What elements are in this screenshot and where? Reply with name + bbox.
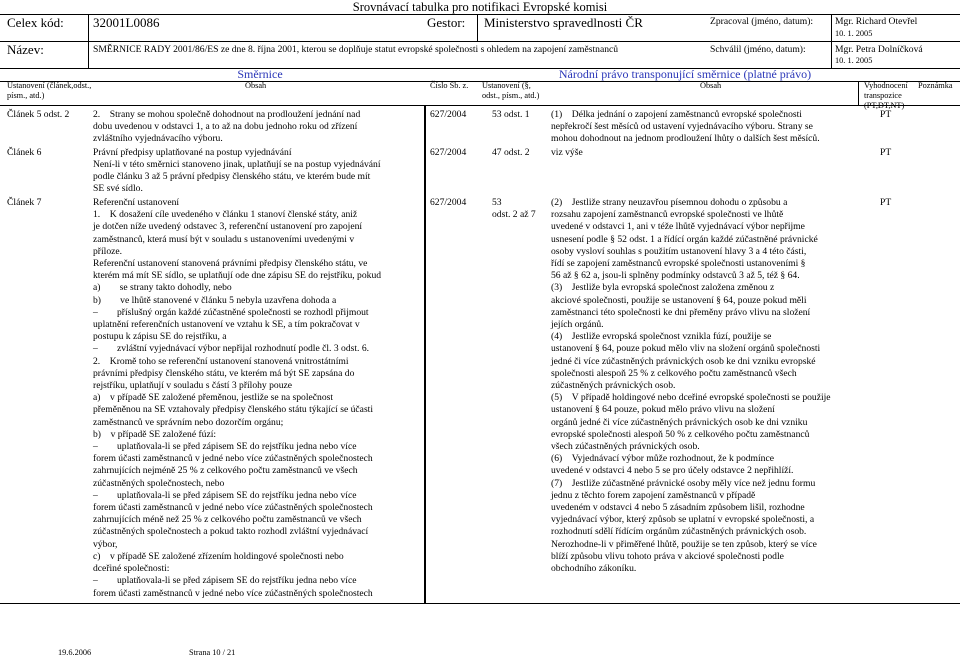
- row2-clanek: Článek 6: [7, 147, 42, 158]
- text-line: – uplatňovala-li se před zápisem SE do rejstříku jedna nebo více: [93, 575, 357, 587]
- row3-cislo: 627/2004: [430, 197, 467, 208]
- text-line: zaměstnanců, která musí být v souladu s ustanoveními uvedenými v: [93, 233, 355, 245]
- text-line: jednu z těchto forem zapojení zaměstnanců v případě: [551, 489, 756, 501]
- text-line: kterém má mít SE sídlo, se uplatňují ode dne zápisu SE do rejstříku, pokud: [93, 270, 382, 282]
- text-line: zahrnujících nejméně 25 % z celkového počtu zaměstnanců ve všech: [93, 465, 358, 477]
- header-mid-line: [0, 41, 960, 42]
- text-line: řídí se zapojení zaměstnanců evropské společnosti ustanoveními §: [551, 258, 806, 270]
- text-line: ustanovení § 64 pouze, pokud mělo právo vlivu na složení: [551, 404, 775, 416]
- text-line: forem účasti zaměstnanců v jedné nebo více zúčastněných společnostech: [93, 587, 373, 599]
- text-line: – uplatňovala-li se před zápisem SE do rejstříku jedna nebo více: [93, 489, 357, 501]
- schvalil-value: Mgr. Petra Dolníčková: [835, 44, 923, 55]
- text-line: postupu k zápisu SE do rejstříku, a: [93, 331, 227, 343]
- text-line: zaměstnanci této společnosti ke dni přeměny právo vlivu na složení: [551, 306, 811, 318]
- text-line: zaměstnanců ve správním nebo dozorčím orgánu;: [93, 416, 284, 428]
- text-line: zúčastněných společnostech a pokud takto rozhodl zvláštní vyjednávací: [93, 526, 369, 538]
- row3-ust: 53 odst. 2 až 7: [492, 197, 536, 220]
- row2-obsah2: viz výše: [551, 147, 583, 158]
- text-line: uplatnění referenčních ustanovení ve vztahu k SE, a tím pokračovat v: [93, 319, 360, 331]
- row2-obsah: Právní předpisy uplatňované na postup vyjednávání Není-li v této směrnici stanoveno jinak, uplatňují se na postup vyjednávání podle článku 3 až 5 právní předpisy členského státu, ve kterém bude mít SE své sídlo.: [93, 147, 381, 194]
- schvalil-date: 10. 1. 2005: [835, 56, 873, 65]
- text-line: – uplatňovala-li se před zápisem SE do rejstříku jedna nebo více: [93, 441, 357, 453]
- text-line: – příslušný orgán každé zúčastněné společnosti se rozhodl přijmout: [93, 306, 369, 318]
- row1-vyhodnoceni: PT: [880, 109, 892, 120]
- text-line: je dotčen níže uvedený odstavec 3, referenční ustanovení pro zapojení: [93, 221, 363, 233]
- header-divider-2: [477, 14, 478, 41]
- footer-date: 19.6.2006: [58, 648, 92, 657]
- text-line: b) v případě SE založené fúzí:: [93, 428, 217, 440]
- text-line: všech zúčastněných právnických osob.: [551, 441, 700, 453]
- text-line: společnosti alespoň 25 % z celkového počtu zaměstnanců všech: [551, 367, 797, 379]
- row1-cislo: 627/2004: [430, 109, 467, 120]
- text-line: Referenční ustanovení stanovená právními předpisy členského státu, ve: [93, 258, 368, 270]
- text-line: – zvláštní vyjednávací výbor nepřijal rozhodnutí podle čl. 3 odst. 6.: [93, 343, 370, 355]
- row1-obsah: 2. Strany se mohou společně dohodnout na prodloužení jednání nad dobu uvedenou v odstavci 1, a to až na dobu jednoho roku od zřízení zvláštního vyjednávacího výboru.: [93, 109, 361, 144]
- text-line: forem účasti zaměstnanců v jedné nebo více zúčastněných společnostech: [93, 502, 373, 514]
- header-divider-1: [88, 14, 89, 68]
- col-ustanoveni: Ustanovení (článek,odst., písm., atd.): [7, 81, 92, 100]
- text-line: jejích orgánů.: [551, 319, 604, 331]
- text-line: obchodního zákoníku.: [551, 563, 637, 575]
- text-line: Nerozhodne-li v přiměřené lhůtě, použije se ten způsob, který se více: [551, 538, 817, 550]
- text-line: akciové společnosti, použije se ustanovení § 64, pouze pokud měli: [551, 294, 807, 306]
- zpracoval-date: 10. 1. 2005: [835, 29, 873, 38]
- section-smernice: Směrnice: [237, 67, 283, 81]
- text-line: c) v případě SE založené zřízením holdingové společnosti nebo: [93, 550, 344, 562]
- text-line: uvedené v odstavci 4 nebo 5 se pro účely odstavce 2 nepřihlíží.: [551, 465, 794, 477]
- celex-label: Celex kód:: [7, 15, 64, 30]
- text-line: (4) Jestliže evropská společnost vznikla fúzí, použije se: [551, 331, 772, 343]
- nazev-value: SMĚRNICE RADY 2001/86/ES ze dne 8. října 2001, kterou se doplňuje statut evropské společnosti s ohledem na zapojení zaměstnanců: [93, 44, 619, 55]
- schvalil-label: Schválil (jméno, datum):: [710, 44, 806, 55]
- col-poznamka: Poznámka: [918, 81, 953, 90]
- text-line: (6) Vyjednávací výbor může rozhodnout, že k podmínce: [551, 453, 774, 465]
- text-line: příloze.: [93, 245, 123, 257]
- text-line: (7) Jestliže zúčastněné právnické osoby měly více než jednu formu: [551, 477, 816, 489]
- row2-vyhodnoceni: PT: [880, 147, 892, 158]
- text-line: právními předpisy členského státu, ve kterém má být SE zapsána do: [93, 367, 355, 379]
- text-line: a) se strany takto dohodly, nebo: [93, 282, 232, 294]
- row3-obsah2: [551, 197, 831, 575]
- row3-obsah: [93, 197, 381, 600]
- col-obsah: Obsah: [245, 81, 267, 90]
- divider-smernice-narodni: [424, 105, 426, 603]
- text-line: orgánů jedné či více zúčastněných právnických osob ke dni vzniku: [551, 416, 808, 428]
- text-line: a) v případě SE založené přeměnou, jestliže se na společnost: [93, 392, 334, 404]
- text-line: rozhodnutí sdělí řídícím orgánům zúčastněných právnických osob.: [551, 526, 807, 538]
- text-line: (2) Jestliže strany neuzavřou písemnou dohodu o způsobu a: [551, 197, 788, 208]
- text-line: 1. K dosažení cíle uvedeného v článku 1 stanoví členské státy, aniž: [93, 209, 358, 221]
- text-line: rejstříku, uplatňují v souladu s částí 3 přílohy pouze: [93, 380, 293, 392]
- gestor-label: Gestor:: [427, 15, 466, 30]
- text-line: 56 až § 62 a, jsou-li splněny podmínky odstavců 3 až 5, též § 64.: [551, 270, 800, 282]
- zpracoval-label: Zpracoval (jméno, datum):: [710, 16, 814, 27]
- col-ustanoveni-2: Ustanovení (§, odst., písm., atd.): [482, 81, 540, 100]
- col-obsah-2: Obsah: [700, 81, 722, 90]
- col-vyhodnoceni: Vyhodnocení transpozice (PT,DT,NT): [864, 81, 908, 110]
- text-line: evropské společnosti alespoň 50 % z celkového počtu zaměstnanců: [551, 428, 810, 440]
- footer-page: Strana 10 / 21: [189, 648, 236, 657]
- text-line: Referenční ustanovení: [93, 197, 180, 208]
- row1-obsah2: (1) Délka jednání o zapojení zaměstnanců evropské společnosti nepřekročí šest měsíců od ustavení vyjednávacího výboru. Strany se mohou dohodnout na jednom prodloužení lhůty o dalších šest měsíců.: [551, 109, 820, 144]
- text-line: zahrnujících méně než 25 % z celkového počtu zaměstnanců ve všech: [93, 514, 362, 526]
- text-line: (3) Jestliže byla evropská společnost založena změnou z: [551, 282, 775, 294]
- document-title: Srovnávací tabulka pro notifikaci Evropské komisi: [352, 0, 608, 14]
- text-line: forem účasti zaměstnanců v jedné nebo více zúčastněných společnostech: [93, 453, 373, 465]
- row3-clanek: Článek 7: [7, 197, 42, 208]
- footer-line: [0, 603, 960, 604]
- text-line: jedné či více zúčastněných právnických osob ke dni vzniku evropské: [551, 355, 816, 367]
- text-line: rozsahu zapojení zaměstnanců evropské společnosti ve lhůtě: [551, 209, 784, 221]
- text-line: dceřiné společnosti:: [93, 563, 170, 575]
- section-narodni-pravo: Národní právo transponující směrnice (platné právo): [558, 67, 812, 81]
- celex-value: 32001L0086: [93, 15, 160, 30]
- text-line: ustanovení § 64, pouze pokud mělo vliv na složení orgánů společnosti: [551, 343, 821, 355]
- row2-ust: 47 odst. 2: [492, 147, 530, 158]
- col-cislo-sb: Číslo Sb. z.: [430, 81, 469, 90]
- header-row-line: [0, 105, 960, 106]
- text-line: zúčastněných právnických osob.: [551, 380, 676, 392]
- zpracoval-value: Mgr. Richard Otevřel: [835, 16, 918, 27]
- text-line: (5) V případě holdingové nebo dceřiné evropské společnosti se použije: [551, 392, 831, 404]
- text-line: uvedeném v odstavci 4 nebo 5 zásadním způsobem lišil, rozhodne: [551, 502, 805, 514]
- section-line: [0, 81, 960, 82]
- gestor-value: Ministerstvo spravedlnosti ČR: [484, 15, 643, 30]
- row1-ust: 53 odst. 1: [492, 109, 530, 120]
- text-line: usnesení podle § 52 odst. 1 a řídící orgán každé zúčastněné právnické: [551, 233, 818, 245]
- row1-clanek: Článek 5 odst. 2: [7, 109, 70, 120]
- divider-vyhodnoceni: [858, 81, 859, 105]
- text-line: přeměněnou na SE vztahovaly předpisy členského státu týkající se účasti: [93, 404, 374, 416]
- text-line: vyjednávací výbor, který způsob se uplatní v evropské společnosti, a: [551, 514, 815, 526]
- row2-cislo: 627/2004: [430, 147, 467, 158]
- text-line: výbor,: [93, 538, 118, 550]
- row3-vyhodnoceni: PT: [880, 197, 892, 208]
- text-line: uvedené v odstavci 1, ani v téže lhůtě vyjednávací výbor nepřijme: [551, 221, 805, 233]
- text-line: zúčastněných společnostech, nebo: [93, 477, 225, 489]
- text-line: blíží způsobu vlivu tohoto práva v akciové společnosti podle: [551, 550, 784, 562]
- text-line: 2. Kromě toho se referenční ustanovení stanovená vnitrostátními: [93, 355, 349, 367]
- text-line: osoby vysloví souhlas s použitím ustanovení hlavy 3 a 4 této části,: [551, 245, 807, 257]
- text-line: b) ve lhůtě stanovené v článku 5 nebyla uzavřena dohoda a: [93, 294, 337, 306]
- nazev-label: Název:: [7, 42, 44, 57]
- header-divider-3: [831, 14, 832, 68]
